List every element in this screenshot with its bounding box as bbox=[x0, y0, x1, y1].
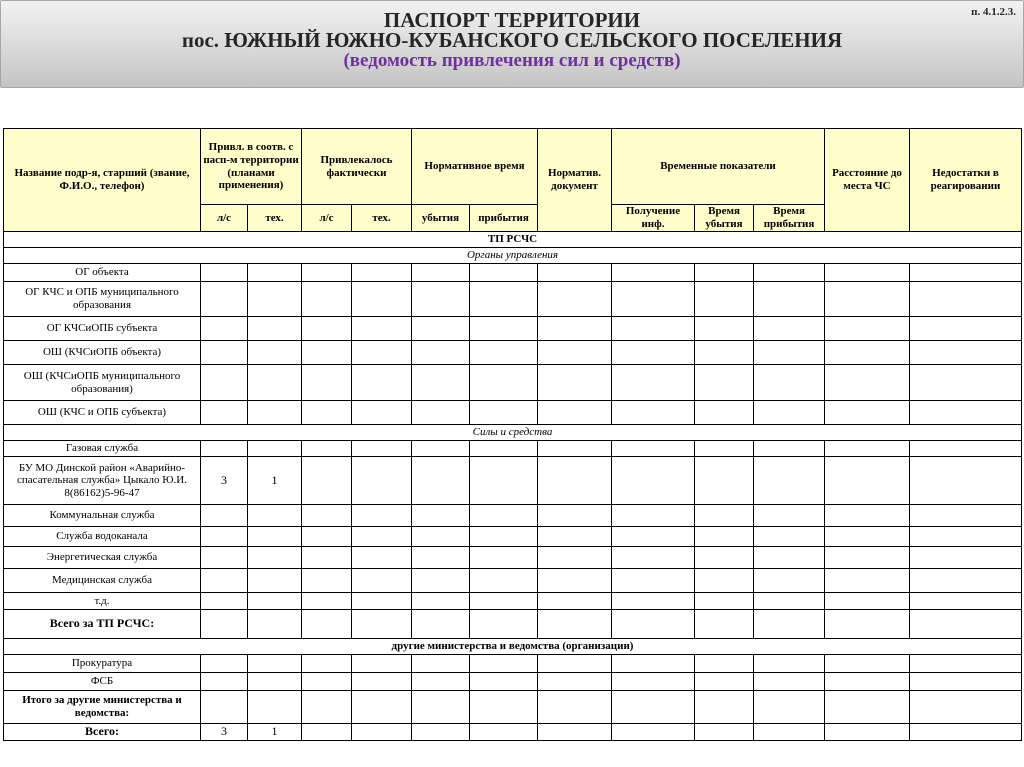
table-row bbox=[4, 441, 1022, 457]
col-planned-ls: л/с bbox=[201, 205, 248, 232]
table-row bbox=[4, 282, 1022, 317]
row-label: ФСБ bbox=[4, 673, 201, 691]
col-actual: Привлекалось фактически bbox=[302, 129, 412, 205]
table-row bbox=[4, 264, 1022, 282]
row-label: Газовая служба bbox=[4, 441, 201, 457]
page-caption: (ведомость привлечения сил и средств) bbox=[343, 50, 681, 71]
table-row bbox=[4, 317, 1022, 341]
total-other-label: Итого за другие министерства и ведомства: bbox=[4, 691, 201, 724]
table-row bbox=[4, 673, 1022, 691]
forces-table bbox=[3, 128, 1022, 741]
page-subtitle: пос. ЮЖНЫЙ ЮЖНО-КУБАНСКОГО СЕЛЬСКОГО ПОСЕЛЕНИЯ bbox=[181, 28, 843, 52]
table-row bbox=[4, 527, 1022, 547]
table-row bbox=[4, 547, 1022, 569]
row-label: т.д. bbox=[4, 593, 201, 610]
grand-total-row bbox=[4, 724, 1022, 741]
row-label: ОГ объекта bbox=[4, 264, 201, 282]
section-other-ministries: другие министерства и ведомства (организации) bbox=[4, 639, 1022, 655]
total-row bbox=[4, 610, 1022, 639]
total-tp-label: Всего за ТП РСЧС: bbox=[4, 610, 201, 639]
header-row bbox=[4, 129, 1022, 205]
col-distance: Расстояние до места ЧС bbox=[825, 129, 910, 232]
row-label: БУ МО Динской район «Аварийно-спасательная служба» Цыкало Ю.И. 8(86162)5-96-47 bbox=[4, 457, 201, 505]
row-label: ОГ КЧС и ОПБ муниципального образования bbox=[4, 282, 201, 317]
row-label: Медицинская служба bbox=[4, 569, 201, 593]
col-norm-departure: убытия bbox=[412, 205, 470, 232]
col-planned-tech: тех. bbox=[248, 205, 302, 232]
table-row bbox=[4, 401, 1022, 425]
col-normative-time: Нормативное время bbox=[412, 129, 538, 205]
page-reference: п. 4.1.2.3. bbox=[971, 6, 1016, 18]
col-time-departure: Время убытия bbox=[695, 205, 754, 232]
col-time-indicators: Временные показатели bbox=[612, 129, 825, 205]
col-norm-arrival: прибытия bbox=[470, 205, 538, 232]
table-row bbox=[4, 341, 1022, 365]
row-label: ОГ КЧСиОПБ субъекта bbox=[4, 317, 201, 341]
table-row bbox=[4, 365, 1022, 401]
grand-total-label: Всего: bbox=[4, 724, 201, 741]
table-row bbox=[4, 569, 1022, 593]
col-info-received: Получение инф. bbox=[612, 205, 695, 232]
grand-total-ls-value: 3 bbox=[201, 724, 248, 741]
row-label: Прокуратура bbox=[4, 655, 201, 673]
section-management: Органы управления bbox=[4, 248, 1022, 264]
col-shortcomings: Недостатки в реагировании bbox=[910, 129, 1022, 232]
row-label: ОШ (КЧСиОПБ объекта) bbox=[4, 341, 201, 365]
col-normative-doc: Норматив. документ bbox=[538, 129, 612, 232]
row-label: Энергетическая служба bbox=[4, 547, 201, 569]
section-tp-rschs: ТП РСЧС bbox=[4, 232, 1022, 248]
col-actual-tech: тех. bbox=[352, 205, 412, 232]
total-row bbox=[4, 691, 1022, 724]
col-time-arrival: Время прибытия bbox=[754, 205, 825, 232]
table-row bbox=[4, 655, 1022, 673]
rescue-ls-value: 3 bbox=[201, 457, 248, 505]
col-actual-ls: л/с bbox=[302, 205, 352, 232]
table-row bbox=[4, 593, 1022, 610]
table-row bbox=[4, 505, 1022, 527]
rescue-tech-value: 1 bbox=[248, 457, 302, 505]
row-label: Коммунальная служба bbox=[4, 505, 201, 527]
page-title: ПАСПОРТ ТЕРРИТОРИИ bbox=[383, 8, 641, 32]
grand-total-tech-value: 1 bbox=[248, 724, 302, 741]
row-label: ОШ (КЧС и ОПБ субъекта) bbox=[4, 401, 201, 425]
col-name: Название подр-я, старший (звание, Ф.И.О., телефон) bbox=[4, 129, 201, 232]
section-forces: Силы и средства bbox=[4, 425, 1022, 441]
col-planned: Привл. в соотв. с пасп-м территории (планами применения) bbox=[201, 129, 302, 205]
row-label: Служба водоканала bbox=[4, 527, 201, 547]
table-row bbox=[4, 457, 1022, 505]
row-label: ОШ (КЧСиОПБ муниципального образования) bbox=[4, 365, 201, 401]
